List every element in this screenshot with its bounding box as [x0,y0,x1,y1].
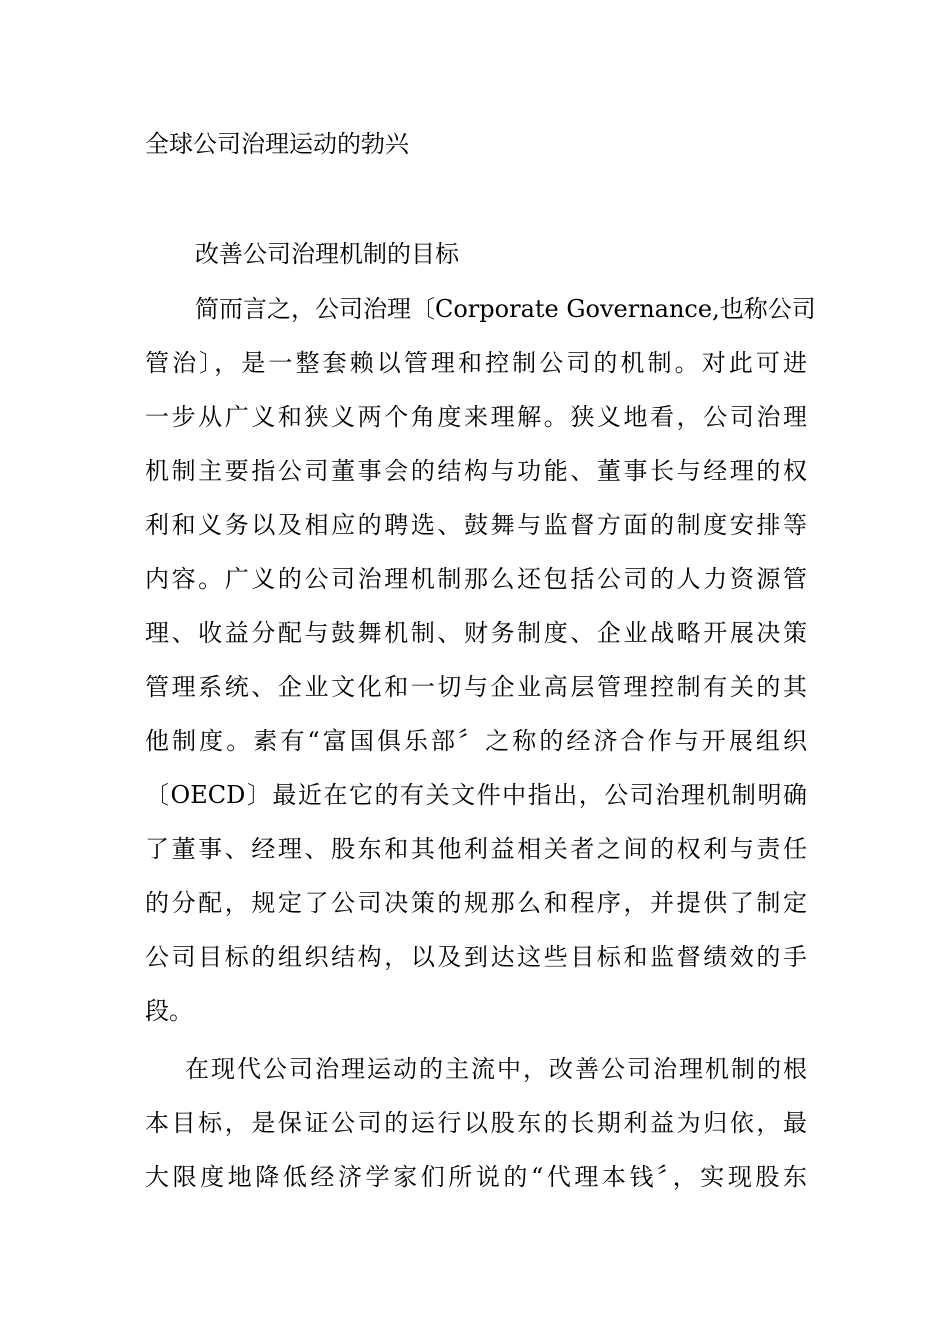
paragraph-line: 了董事、经理、股东和其他利益相关者之间的权利与责任 [145,835,807,863]
paragraph-line: 〔OECD〕最近在它的有关文件中指出，公司治理机制明确 [145,781,807,809]
paragraph-line: 公司目标的组织结构，以及到达这些目标和监督绩效的手 [145,943,807,971]
paragraph-definition [145,282,816,1038]
paragraph-line: 在现代公司治理运动的主流中，改善公司治理机制的根 [185,1055,807,1083]
paragraph-line: 利和义务以及相应的聘选、鼓舞与监督方面的制度安排等 [145,511,807,539]
section-heading: 改善公司治理机制的目标 [195,240,459,268]
paragraph-line: 管理系统、企业文化和一切与企业高层管理控制有关的其 [145,673,807,701]
paragraph-line: 他制度。素有“富国俱乐部〞之称的经济合作与开展组织 [145,727,807,755]
paragraph-line: 内容。广义的公司治理机制那么还包括公司的人力资源管 [145,565,807,593]
paragraph-line: 理、收益分配与鼓舞机制、财务制度、企业战略开展决策 [145,619,807,647]
paragraph-line: 的分配，规定了公司决策的规那么和程序，并提供了制定 [145,889,807,917]
paragraph-line: 大限度地降低经济学家们所说的“代理本钱〞，实现股东 [145,1163,807,1191]
paragraph-line: 一步从广义和狭义两个角度来理解。狭义地看，公司治理 [145,403,807,431]
paragraph-line: 段。 [145,997,193,1025]
document-title: 全球公司治理运动的勃兴 [145,130,409,158]
paragraph-line: 本目标，是保证公司的运行以股东的长期利益为归依，最 [145,1109,807,1137]
paragraph-line: 简而言之，公司治理〔Corporate Governance,也称公司 [195,295,816,323]
paragraph-line: 管治〕，是一整套赖以管理和控制公司的机制。对此可进 [145,349,807,377]
paragraph-goal [145,1042,807,1204]
paragraph-line: 机制主要指公司董事会的结构与功能、董事长与经理的权 [145,457,807,485]
